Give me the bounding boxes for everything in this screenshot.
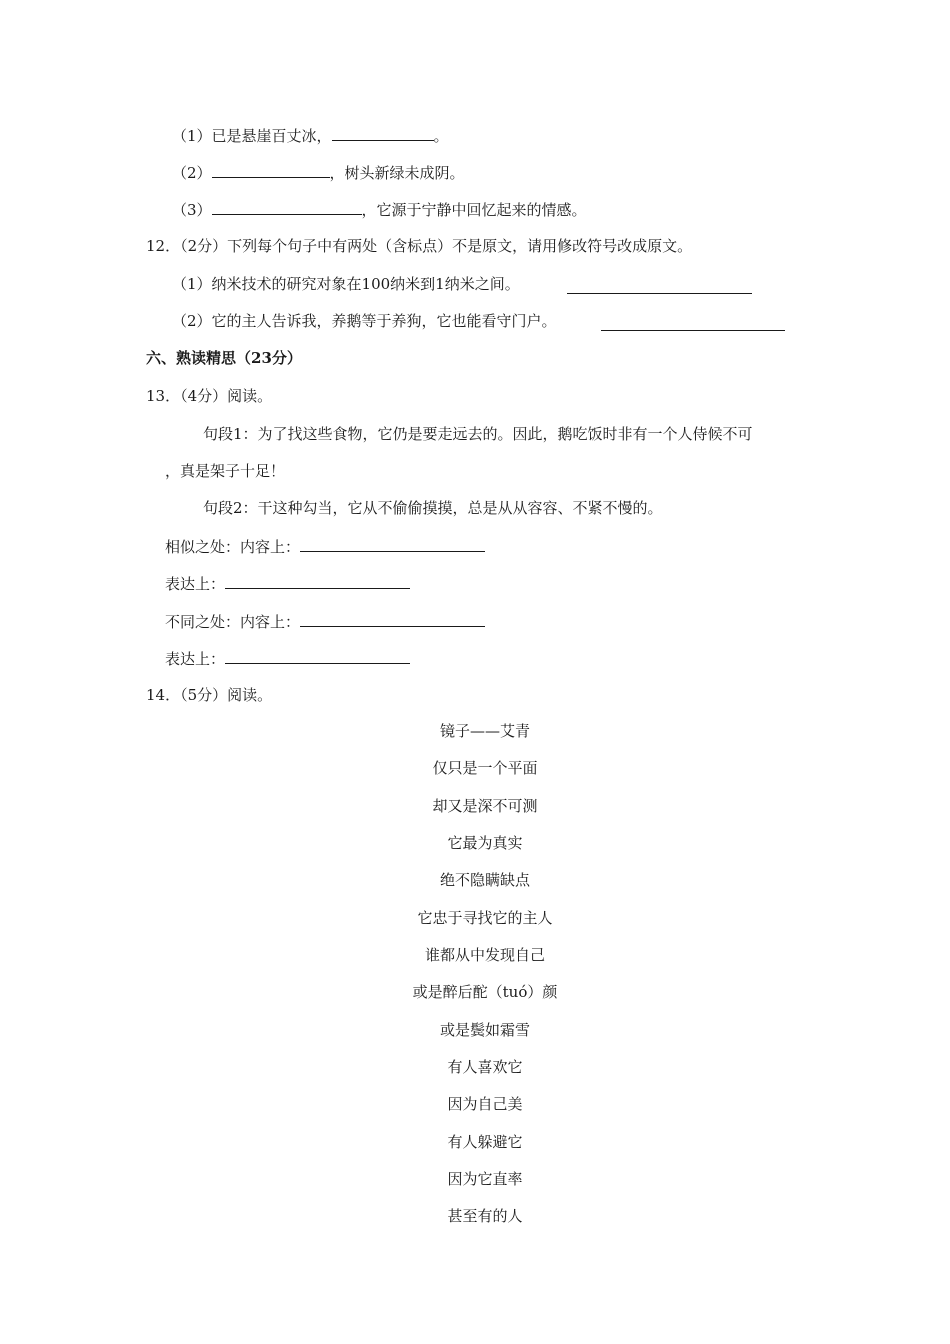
q12-item-1-text: （1）纳米技术的研究对象在100纳米到1纳米之间。 <box>172 275 520 293</box>
poem-line: 有人躲避它 <box>447 1133 523 1151</box>
poem-line: 或是鬓如霜雪 <box>439 1021 530 1039</box>
q13-different-content-blank[interactable] <box>300 611 485 627</box>
q11-item-3 <box>172 199 587 220</box>
poem-line: 谁都从中发现自己 <box>424 946 545 964</box>
q12-stem: 12．（2分）下列每个句子中有两处（含标点）不是原文，请用修改符号改成原文。 <box>146 237 693 255</box>
q12-item-1 <box>172 274 520 294</box>
q12-item-2-blank[interactable] <box>601 315 785 331</box>
q13-different-expression <box>165 648 410 669</box>
q11-item-2-blank[interactable] <box>212 162 330 178</box>
q13-passage-2: 句段2：干这种勾当，它从不偷偷摸摸，总是从从容容、不紧不慢的。 <box>203 499 663 517</box>
poem-line: 因为自己美 <box>447 1095 523 1113</box>
poem-line: 有人喜欢它 <box>447 1058 523 1076</box>
poem-line: 因为它直率 <box>447 1170 523 1188</box>
poem-line: 或是醉后酡（tuó）颜 <box>412 983 558 1001</box>
q11-item-1-blank[interactable] <box>332 125 434 141</box>
poem-title: 镜子——艾青 <box>439 722 530 740</box>
q12-item-2 <box>172 311 557 331</box>
q14-stem: 14．（5分）阅读。 <box>146 686 273 704</box>
q13-different-expression-blank[interactable] <box>225 648 410 664</box>
q13-similar-content-blank[interactable] <box>300 536 485 552</box>
q13-expression-label-2: 表达上： <box>165 650 226 668</box>
poem-line: 它最为真实 <box>447 834 523 852</box>
q11-item-1 <box>172 125 449 146</box>
poem-line: 它忠于寻找它的主人 <box>417 909 553 927</box>
q13-stem: 13．（4分）阅读。 <box>146 387 273 405</box>
section-6-heading: 六、熟读精思（23分） <box>146 349 302 367</box>
q13-expression-label-1: 表达上： <box>165 575 226 593</box>
q11-item-3-blank[interactable] <box>212 199 362 215</box>
q13-different-label: 不同之处：内容上： <box>165 613 301 631</box>
q13-passage-1-line-1: 句段1：为了找这些食物，它仍是要走远去的。因此，鹅吃饭时非有一个人侍候不可 <box>203 425 753 443</box>
q11-item-1-text: （1）已是悬崖百丈冰， <box>172 127 332 145</box>
q12-item-1-blank[interactable] <box>567 278 752 294</box>
q12-item-2-text: （2）它的主人告诉我，养鹅等于养狗，它也能看守门户。 <box>172 312 557 330</box>
q11-item-3-number: （3） <box>172 201 212 219</box>
q13-passage-1-line-2: ，真是架子十足！ <box>165 462 286 480</box>
q11-item-2-text: ，树头新绿未成阴。 <box>329 164 465 182</box>
poem-line: 绝不隐瞒缺点 <box>439 871 530 889</box>
q11-item-2-number: （2） <box>172 164 212 182</box>
q13-similar-content <box>165 536 485 557</box>
poem-line: 甚至有的人 <box>447 1207 523 1225</box>
poem-line: 却又是深不可测 <box>432 797 538 815</box>
q11-item-1-end: 。 <box>433 127 449 145</box>
q13-similar-expression-blank[interactable] <box>225 573 410 589</box>
q13-different-content <box>165 611 485 632</box>
q13-similar-expression <box>165 573 410 594</box>
q13-similar-label: 相似之处：内容上： <box>165 538 301 556</box>
q11-item-2 <box>172 162 465 183</box>
q11-item-3-text: ，它源于宁静中回忆起来的情感。 <box>361 201 587 219</box>
poem-line: 仅只是一个平面 <box>432 759 538 777</box>
